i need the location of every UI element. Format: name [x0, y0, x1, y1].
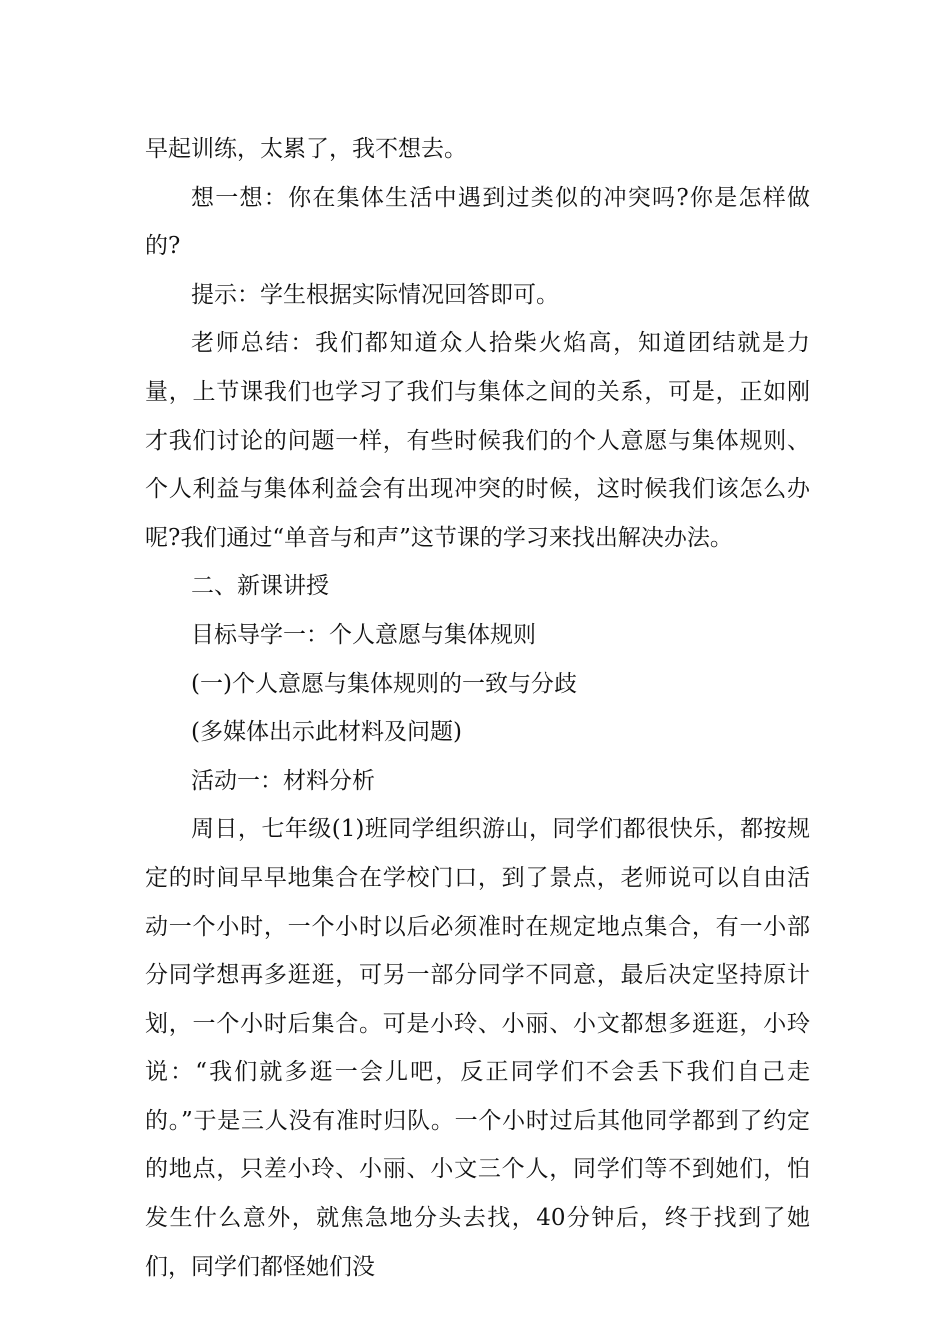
document-body	[145, 125, 810, 1291]
section-heading-new-lesson: 二、新课讲授	[191, 573, 329, 600]
paragraph-teacher-summary: 老师总结：我们都知道众人拾柴火焰高，知道团结就是力量，上节课我们也学习了我们与集体之间的关系，可是，正如刚才我们讨论的问题一样，有些时候我们的个人意愿与集体规则、个人利益与集体利益会有出现冲突的时候，这时候我们该怎么办呢?我们通过“单音与和声”这节课的学习来找出解决办法。	[145, 330, 810, 551]
multimedia-note: (多媒体出示此材料及问题)	[191, 719, 462, 746]
goal-heading-one: 目标导学一：个人意愿与集体规则	[191, 621, 536, 648]
subsection-heading: (一)个人意愿与集体规则的一致与分歧	[191, 670, 577, 697]
paragraph-material-story: 周日，七年级(1)班同学组织游山，同学们都很快乐，都按规定的时间早早地集合在学校门口，到了景点，老师说可以自由活动一个小时，一个小时以后必须准时在规定地点集合，有一小部分同学想再多逛逛，可另一部分同学不同意，最后决定坚持原计划，一个小时后集合。可是小玲、小丽、小文都想多逛逛，小玲说：“我们就多逛一会儿吧，反正同学们不会丢下我们自己走的。”于是三人没有准时归队。一个小时过后其他同学都到了约定的地点，只差小玲、小丽、小文三个人，同学们等不到她们，怕发生什么意外，就焦急地分头去找，40分钟后，终于找到了她们，同学们都怪她们没	[145, 816, 810, 1280]
activity-heading: 活动一：材料分析	[191, 767, 375, 794]
paragraph-continuation: 早起训练，太累了，我不想去。	[145, 136, 467, 162]
paragraph-hint: 提示：学生根据实际情况回答即可。	[191, 281, 559, 308]
paragraph-think: 想一想：你在集体生活中遇到过类似的冲突吗?你是怎样做的?	[145, 184, 810, 260]
